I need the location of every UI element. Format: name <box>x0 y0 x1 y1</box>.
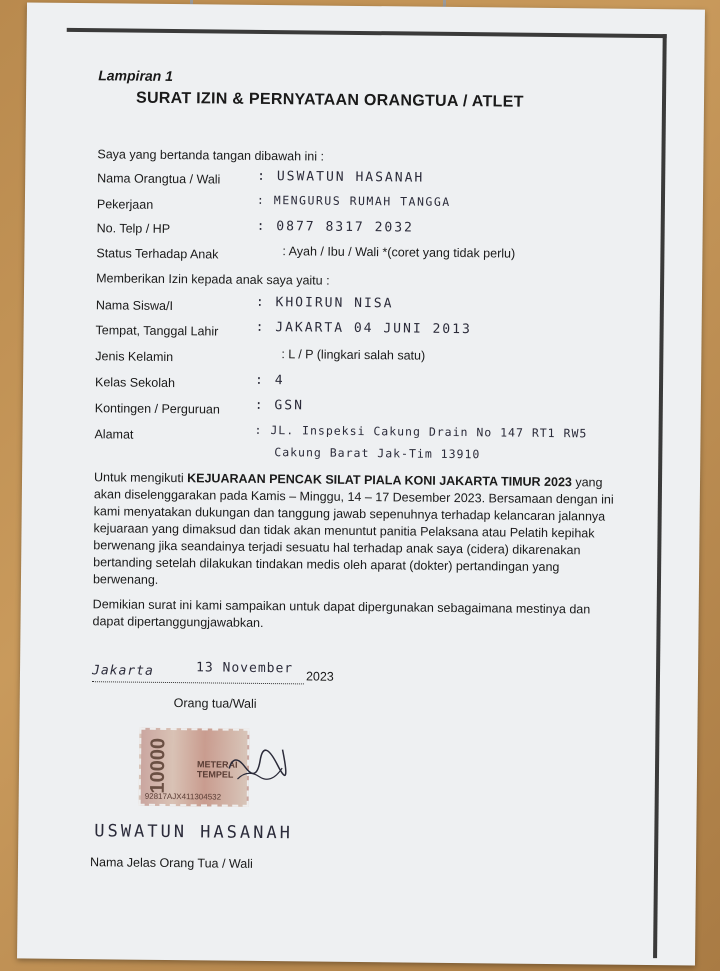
name-caption: Nama Jelas Orang Tua / Wali <box>89 855 253 871</box>
body-rest: yang akan diselenggarakan pada Kamis – Minggu, 14 – 17 Desember 2023. Bersamaan dengan ini kami menyatakan dukungan dan tanggung jawab sepenuhnya terhadap kelancaran jalannya kejuaraan yang dimaksud dan tidak akan menuntut panitia Pelaksana atau Pelatih kepihak berwenang jika seandainya terjadi sesuatu hal terhadap anak saya (cidera) dikarenakan bertanding setelah dilakukan tindakan medis oleh aparat (dokter) pertandingan yang berwenang. <box>92 475 614 587</box>
phone-value: : 0877 8317 2032 <box>256 218 414 236</box>
child-name-value: : KHOIRUN NISA <box>255 294 394 312</box>
sign-year: 2023 <box>305 669 334 684</box>
gender-label: Jenis Kelamin <box>95 349 174 365</box>
address-line-1: : JL. Inspeksi Cakung Drain No 147 RT1 RW5 <box>254 422 588 441</box>
parent-name-label: Nama Orangtua / Wali <box>97 171 221 187</box>
address-label: Alamat <box>94 427 134 442</box>
status-value: : Ayah / Ibu / Wali *(coret yang tidak perlu) <box>282 244 516 261</box>
event-name: KEJUARAAN PENCAK SILAT PIALA KONI JAKARTA TIMUR 2023 <box>187 471 572 490</box>
signed-name: USWATUN HASANAH <box>94 821 293 844</box>
role-label: Orang tua/Wali <box>173 696 257 711</box>
birth-value: : JAKARTA 04 JUNI 2013 <box>255 319 472 338</box>
job-value: : MENGURUS RUMAH TANGGA <box>256 192 451 209</box>
body-prefix: Untuk mengikuti <box>93 470 188 486</box>
status-label: Status Terhadap Anak <box>96 246 219 262</box>
permission-text: Memberikan Izin kepada anak saya yaitu : <box>96 271 330 288</box>
address-line-2: Cakung Barat Jak-Tim 13910 <box>274 445 481 462</box>
team-value: : GSN <box>254 397 305 414</box>
body-paragraph-1 <box>93 469 614 593</box>
sign-date: 13 November <box>195 660 294 677</box>
parent-name-value: : USWATUN HASANAH <box>257 168 425 186</box>
job-label: Pekerjaan <box>96 197 154 212</box>
stamp-text-2: TEMPEL <box>196 769 234 780</box>
intro-text: Saya yang bertanda tangan dibawah ini : <box>97 147 325 164</box>
stamp-serial: 92817AJX411304532 <box>144 791 222 802</box>
phone-label: No. Telp / HP <box>96 221 171 236</box>
sign-place: Jakarta <box>91 663 154 679</box>
class-label: Kelas Sekolah <box>94 375 176 391</box>
class-value: : 4 <box>255 372 285 389</box>
child-name-label: Nama Siswa/I <box>95 298 174 314</box>
body-paragraph-2: Demikian surat ini kami sampaikan untuk dapat dipergunakan sebagaimana mestinya dan dapat dipertanggungjawabkan. <box>92 597 591 630</box>
permission-letter <box>17 2 705 965</box>
gender-value: : L / P (lingkari salah satu) <box>281 347 426 363</box>
team-label: Kontingen / Perguruan <box>94 401 220 417</box>
stamp-value: 10000 <box>146 737 170 794</box>
lampiran-label: Lampiran 1 <box>98 67 174 85</box>
page-title: SURAT IZIN & PERNYATAAN ORANGTUA / ATLET <box>135 89 524 111</box>
stamp-text-1: METERAI <box>197 759 238 770</box>
birth-label: Tempat, Tanggal Lahir <box>95 323 219 339</box>
